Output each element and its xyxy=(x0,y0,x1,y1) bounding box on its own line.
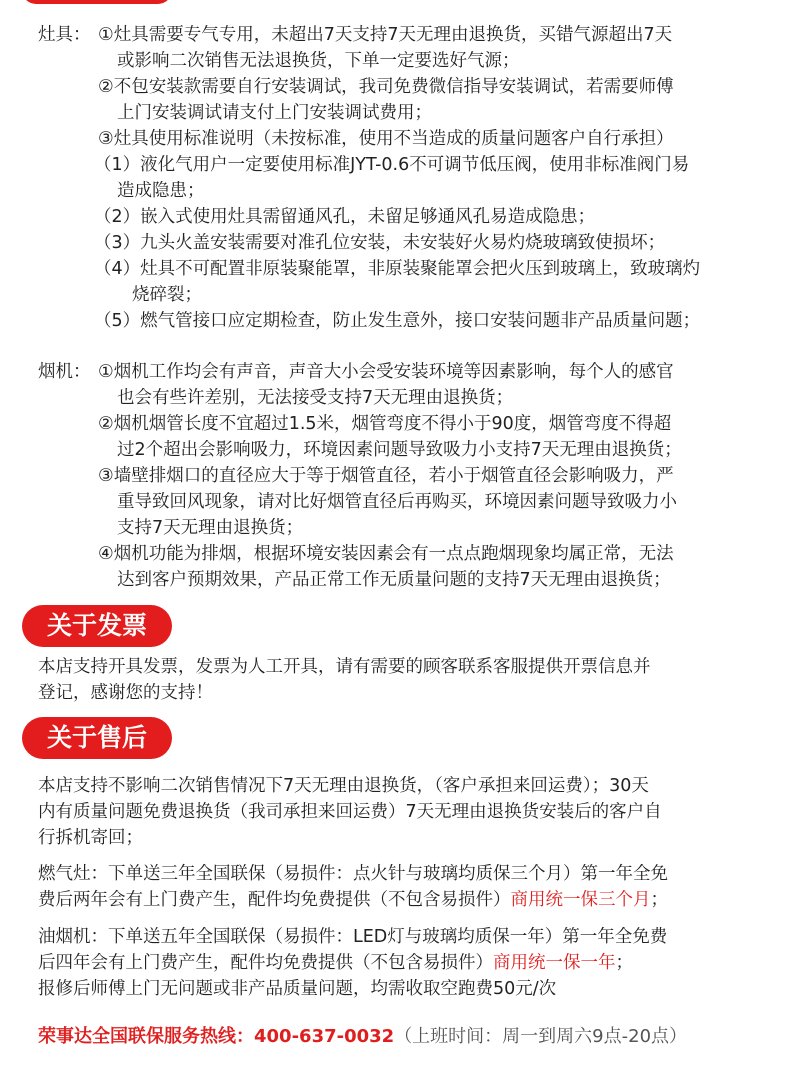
hood-line: 重导致回风现象，请对比好烟管直径后再购买，环境因素问题导致吸力小 xyxy=(117,492,677,512)
invoice-line: 本店支持开具发票，发票为人工开具，请有需要的顾客联系客服提供开票信息并 xyxy=(38,657,651,677)
invoice-line: 登记，感谢您的支持！ xyxy=(38,683,213,703)
hood-label: 烟机： xyxy=(38,362,91,382)
stove-line: 造成隐患； xyxy=(117,181,205,201)
stove-line: 烧碎裂； xyxy=(132,285,202,305)
invoice-title-badge: 关于发票 xyxy=(22,605,172,647)
stove-line: （4）灶具不可配置非原装聚能罩，非原装聚能罩会把火压到玻璃上，致玻璃灼 xyxy=(94,259,701,279)
hood-line: ③墙壁排烟口的直径应大于等于烟管直径，若小于烟管直径会影响吸力，严 xyxy=(98,466,674,486)
stove-line: （3）九头火盖安装需要对准孔位安装，未安装好火易灼烧玻璃致使损坏； xyxy=(94,233,666,253)
service-hotline xyxy=(38,1024,687,1050)
aftersale-line: 本店支持不影响二次销售情况下7天无理由退换货，（客户承担来回运费）；30天 xyxy=(38,776,649,796)
stove-label: 灶具： xyxy=(38,25,91,45)
gas-stove-warranty-line: 燃气灶：下单送三年全国联保（易损件：点火针与玻璃均质保三个月）第一年全免 xyxy=(38,864,668,884)
gas-warranty-text: 费后两年会有上门费产生，配件均免费提供（不包含易损件） xyxy=(38,890,511,910)
stove-line: ③灶具使用标准说明（未按标准，使用不当造成的质量问题客户自行承担） xyxy=(98,129,674,149)
gas-warranty-end: ； xyxy=(650,890,668,910)
stove-line: ②不包安装款需要自行安装调试，我司免费微信指导安装调试，若需要师傅 xyxy=(98,77,674,97)
repair-fee-line: 报修后师傅上门无问题或非产品质量问题，均需收取空跑费50元/次 xyxy=(38,979,557,999)
hood-line: ①烟机工作均会有声音，声音大小会受安装环境等因素影响，每个人的感官 xyxy=(98,362,674,382)
hood-warranty-line: 油烟机：下单送五年全国联保（易损件：LED灯与玻璃均质保一年）第一年全免费 xyxy=(38,927,668,947)
aftersale-line: 行拆机寄回； xyxy=(38,828,143,848)
hood-line: 过2个超出会影响吸力，环境因素问题导致吸力小支持7天无理由退换货； xyxy=(117,440,682,460)
stove-line: （1）液化气用户一定要使用标准JYT-0.6不可调节低压阀，使用非标准阀门易 xyxy=(94,155,690,175)
hood-commercial-warranty: 商用统一保一年 xyxy=(493,953,616,973)
hood-warranty-text: 后四年会有上门费产生，配件均免费提供（不包含易损件） xyxy=(38,953,493,973)
hood-line: 支持7天无理由退换货； xyxy=(117,518,304,538)
stove-line: 上门安装调试请支付上门安装调试费用； xyxy=(117,103,432,123)
hood-line: ②烟机烟管长度不宜超过1.5米，烟管弯度不得小于90度，烟管弯度不得超 xyxy=(98,414,672,434)
hood-warranty-line xyxy=(38,950,633,976)
hotline-hours: （上班时间：周一到周六9点-20点） xyxy=(394,1026,688,1047)
hood-line: ④烟机功能为排烟，根据环境安装因素会有一点点跑烟现象均属正常，无法 xyxy=(98,544,674,564)
hood-line: 也会有些许差别，无法接受支持7天无理由退换货； xyxy=(117,388,514,408)
stove-line: （5）燃气管接口应定期检查，防止发生意外，接口安装问题非产品质量问题； xyxy=(94,311,701,331)
gas-commercial-warranty: 商用统一保三个月 xyxy=(510,890,651,910)
hotline-number: 400-637-0032 xyxy=(254,1026,395,1047)
hood-line: 达到客户预期效果，产品正常工作无质量问题的支持7天无理由退换货； xyxy=(117,570,671,590)
aftersale-title-badge: 关于售后 xyxy=(22,717,172,759)
stove-line: ①灶具需要专气专用，未超出7天支持7天无理由退换货，买错气源超出7天 xyxy=(98,25,673,45)
stove-line: （2）嵌入式使用灶具需留通风孔，未留足够通风孔易造成隐患； xyxy=(94,207,596,227)
hood-warranty-end: ； xyxy=(615,953,633,973)
section-header-tab xyxy=(22,0,172,4)
aftersale-line: 内有质量问题免费退换货（我司承担来回运费）7天无理由退换货安装后的客户自 xyxy=(38,802,662,822)
stove-line: 或影响二次销售无法退换货，下单一定要选好气源； xyxy=(117,51,520,71)
gas-stove-warranty-line xyxy=(38,887,668,913)
hotline-label: 荣事达全国联保服务热线： xyxy=(38,1026,254,1047)
